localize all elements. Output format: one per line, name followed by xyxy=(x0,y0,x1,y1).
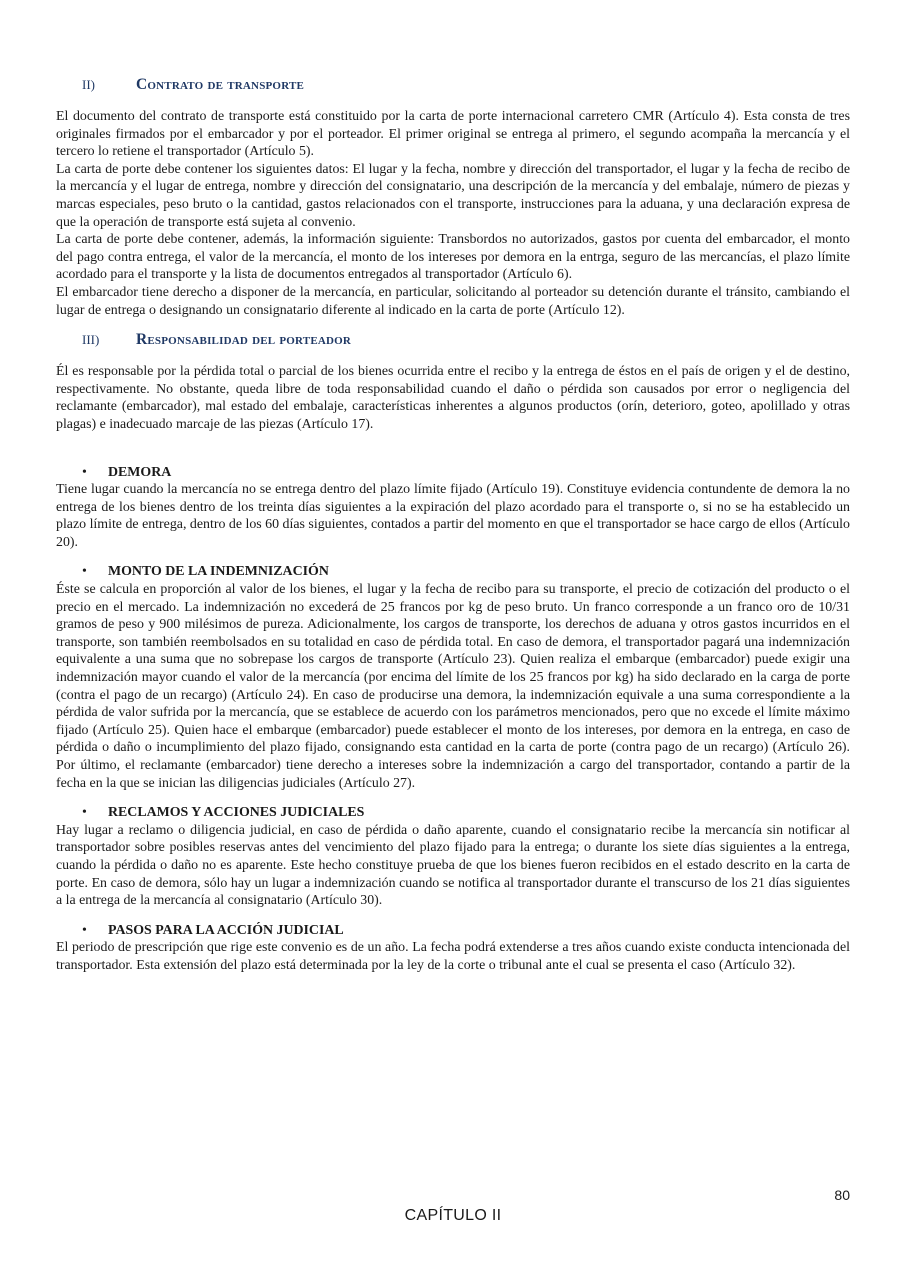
bullet-heading xyxy=(56,464,850,482)
paragraph: La carta de porte debe contener los siguientes datos: El lugar y la fecha, nombre y dirección del transportador, el lugar y la fecha de recibo de la mercancía y el lugar de entrega, nombre y dirección del consignatario, una descripción de la mercancía y del embalaje, número de piezas y marcas especiales, peso bruto o la cantidad, gastos relacionados con el transporte, instrucciones para la aduana, y una declaración expresa de que la operación de transporte está sujeta al convenio. xyxy=(56,161,850,230)
bullet-icon: • xyxy=(82,564,87,580)
paragraph: Éste se calcula en proporción al valor de los bienes, el lugar y la fecha de recibo para su transporte, el precio de cotización del producto o el precio en el mercado. La indemnización no excederá de 25 francos por kg de peso bruto. Un franco corresponde a un franco oro de 10/31 gramos de peso y 900 milésimos de pureza. Adicionalmente, los cargos de transporte, los derechos de aduana y otros gastos incurridos en el transporte, son también reembolsados en su totalidad en caso de pérdida total. En caso de demora, el transportador pagará una indemnización equivalente a una suma que no sobrepase los cargos de transporte (Artículo 23). Quien realiza el embarque (embarcador) puede exigir una indemnización mayor cuando el valor de la mercancía (por encima del límite de los 25 francos por kg) ha sido declarado en la carga de porte (contra el pago de un recargo) (Artículo 24). En caso de producirse una demora, la indemnización equivale a una suma correspondiente a la pérdida de valor sufrida por la mercancía, que se establece de acuerdo con los parámetros mencionados, pero que no excede el límite máximo fijado (Artículo 25). Quien hace el embarque (embarcador) puede establecer el monto de los intereses, por demora en la entrega, en caso de pérdida o daño o incumplimiento del plazo fijado, consignando esta cantidad en la carta de porte (contra pago de un recargo) (Artículo 26). Por último, el reclamante (embarcador) tiene derecho a intereses sobre la indemnización a cargo del transportador, contando a partir de la fecha en la que se inician las diligencias judiciales (Artículo 27). xyxy=(56,582,850,791)
bullet-heading xyxy=(56,563,850,581)
section-title: Responsabilidad del porteador xyxy=(136,331,352,349)
bullet-heading xyxy=(56,922,850,940)
paragraph: Él es responsable por la pérdida total o parcial de los bienes ocurrida entre el recibo y la entrega de éstos en el país de origen y el de destino, respectivamente. No obstante, queda libre de toda responsabilidad cuando el daño o pérdida son causados por error o negligencia del reclamante (embarcador), mal estado del embalaje, características inherentes a algunos productos (orín, deterioro, goteo, apolillado y otras plagas) e inadecuado marcaje de las piezas (Artículo 17). xyxy=(56,364,850,432)
bullet-heading xyxy=(56,804,850,822)
paragraph: Hay lugar a reclamo o diligencia judicial, en caso de pérdida o daño aparente, cuando el consignatario recibe la mercancía sin notificar al transportador sobre posibles reservas antes del vencimiento del plazo fijado para la entrega; o durante los siete días siguientes a la entrega, cuando la pérdida o daño no es aparente. Este hecho constituye prueba de que los bienes fueron recibidos en el estado descrito en la carta de porte. En caso de demora, sólo hay un lugar a indemnización cuando se notifica al transportador durante el transcurso de los 21 días siguientes a la entrega de la mercancía al consignatario (Artículo 30). xyxy=(56,822,850,909)
section-number: III) xyxy=(82,332,100,348)
bullet-icon: • xyxy=(82,922,87,938)
bullet-icon: • xyxy=(82,805,87,821)
paragraph: El documento del contrato de transporte está constituido por la carta de porte internacional carretero CMR (Artículo 4). Esta consta de tres originales firmados por el embarcador y por el porteador. El primer original se entrega al primero, el segundo acompaña la mercancía y el tercero lo retiene el transportador (Artículo 5). xyxy=(56,109,850,160)
bullet-icon: • xyxy=(82,464,87,480)
chapter-footer: CAPÍTULO II xyxy=(404,1207,502,1224)
document-page xyxy=(56,72,850,975)
bullet-title: RECLAMOS Y ACCIONES JUDICIALES xyxy=(108,805,365,821)
section-title: Contrato de transporte xyxy=(136,76,305,93)
paragraph: El periodo de prescripción que rige este convenio es de un año. La fecha podrá extenderse a tres años cuando existe conducta intencionada del transportador. Esta extensión del plazo está determinada por la ley de la corte o tribunal ante el cual se presenta el caso (Artículo 32). xyxy=(56,940,850,973)
section-heading xyxy=(56,331,850,349)
page-number: 80 xyxy=(834,1187,850,1203)
section-heading xyxy=(56,76,850,94)
paragraph: Tiene lugar cuando la mercancía no se entrega dentro del plazo límite fijado (Artículo 19). Constituye evidencia contundente de demora la no entrega de los bienes dentro de los treinta días siguientes a la expiración del plazo acordado para el transporte o, si no se ha establecido un plazo límite de entrega, dentro de los 60 días siguientes, contados a partir del momento en que el transportador se hace cargo de ellos (Artículo 20). xyxy=(56,482,850,550)
bullet-title: PASOS PARA LA ACCIÓN JUDICIAL xyxy=(108,922,344,938)
bullet-title: MONTO DE LA INDEMNIZACIÓN xyxy=(108,564,329,580)
paragraph: La carta de porte debe contener, además, la información siguiente: Transbordos no autorizados, gastos por cuenta del embarcador, el monto del pago contra entrega, el valor de la mercancía, el monto de los intereses por demora en la entrga, seguro de las mercancías, el plazo límite acordado para el transporte y la lista de documentos entregados al transportador (Artículo 6). xyxy=(56,232,850,283)
bullet-title: DEMORA xyxy=(108,464,172,480)
paragraph: El embarcador tiene derecho a disponer de la mercancía, en particular, solicitando al porteador su detención durante el tránsito, cambiando el lugar de entrega o designando un consignatario diferente al indicado en la carta de porte (Artículo 12). xyxy=(56,284,850,318)
section-number: II) xyxy=(82,77,95,92)
